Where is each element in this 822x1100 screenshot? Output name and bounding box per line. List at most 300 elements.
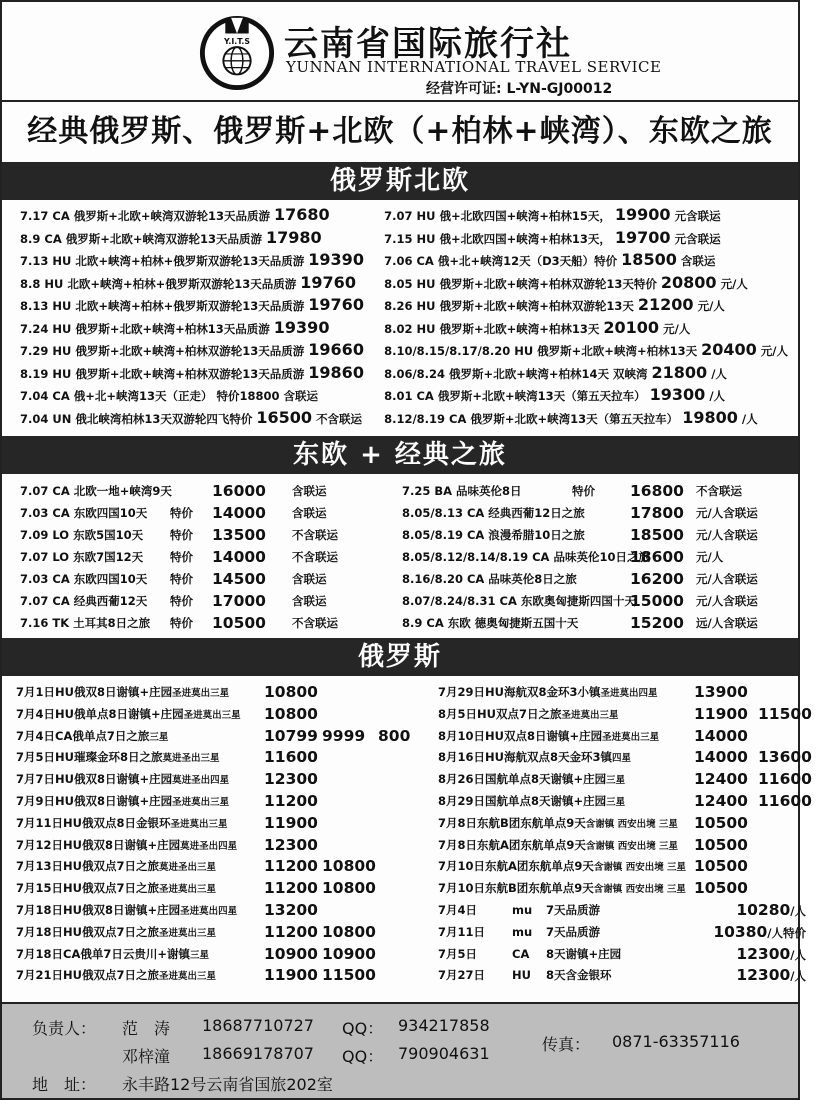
tour-title-cell (16, 922, 264, 945)
tour-hotel: 四星 (611, 753, 631, 765)
price-child: 11600 (758, 770, 812, 789)
tour-row (16, 965, 438, 987)
contact-qq-1[interactable]: 934217858 (398, 1016, 490, 1035)
s2-left-column (20, 480, 402, 638)
tour-row (438, 813, 822, 835)
tour-date: 7月4日 (438, 902, 478, 917)
tour-price: 13500 (212, 526, 266, 544)
s1-left-column (20, 204, 382, 436)
tour-title: 8.05/8.13 CA 经典西葡12日之旅 (402, 506, 585, 520)
tour-row (438, 726, 822, 748)
tour-price: 19800 (682, 407, 738, 427)
section-title-east-europe: 东欧 + 经典之旅 (2, 436, 798, 474)
tour-title: 7.07 LO 东欧7国12天 (20, 550, 144, 564)
tour-row (16, 922, 438, 944)
price-adult: 14000 (694, 726, 748, 745)
tour-row (16, 900, 438, 922)
tour-note: 元含联运 (674, 231, 721, 246)
tour-row (384, 339, 788, 362)
tour-row (16, 791, 438, 813)
tour-row (20, 204, 382, 227)
tour-note: 含联运 (292, 484, 327, 498)
price-child: 11500 (758, 704, 812, 723)
qq-label-1: QQ： (342, 1019, 384, 1038)
tour-hotel: 圣进莫出三星 (561, 709, 619, 721)
price-adult: 10800 (264, 683, 318, 701)
tour-row (438, 835, 822, 857)
section-russia-nordic (2, 200, 798, 436)
price-child (322, 813, 378, 836)
tour-title: 7.03 CA 东欧四国10天 (20, 506, 148, 520)
tour-row (20, 524, 402, 546)
tour-title: 7月15日HU俄双点7日之旅 (16, 881, 159, 896)
tour-hotel: 三星 (606, 775, 626, 787)
price-adult: 10799 (264, 726, 318, 745)
tour-price: 21800 (651, 362, 708, 382)
price-adult: 10800 (264, 704, 318, 723)
tour-price: 18600 (630, 548, 684, 566)
tour-row (16, 682, 438, 704)
price-child (322, 791, 378, 814)
price-extra (378, 791, 438, 814)
tour-row (16, 878, 438, 900)
price-adult: 10900 (264, 944, 318, 963)
tour-title: 7月4日HU俄单点8日谢镇+庄园 (16, 706, 184, 721)
tour-row (20, 407, 382, 430)
tour-title: 7天品质游 (546, 902, 601, 917)
price-adult: 11900 (264, 966, 318, 985)
fax-number[interactable]: 0871-63357116 (612, 1032, 740, 1051)
price-adult: 10500 (694, 857, 748, 876)
price-adult: 11200 (264, 922, 318, 941)
tour-note: 不含联运 (292, 550, 338, 564)
tour-title: 7月29日HU海航双8金环3小镇 (438, 685, 601, 699)
price-child: 11500 (322, 966, 376, 985)
tour-hotel: 含谢镇 西安出境 三星 (585, 840, 679, 852)
tour-title: 7.24 HU 俄罗斯+北欧+峡湾+柏林13天品质游 (20, 321, 270, 336)
tour-special (170, 480, 212, 502)
price-extra (378, 922, 438, 945)
tour-title-cell (16, 726, 264, 749)
s2-right-column (402, 480, 784, 638)
tour-title-cell (438, 813, 694, 836)
tour-title-cell (438, 835, 694, 858)
tour-note: 元/人 (663, 321, 691, 336)
tour-row (402, 502, 784, 524)
tour-title: 7.29 HU 俄罗斯+北欧+峡湾+柏林双游轮13天品质游 (20, 344, 305, 358)
tour-row (438, 791, 822, 813)
tour-hotel: 圣进莫出三星 (172, 688, 230, 699)
tour-price: 15200 (630, 614, 684, 632)
tour-row (20, 362, 382, 385)
tour-title: 7月4日CA俄单点7日之旅 (16, 728, 150, 743)
tour-title: 7月8日东航B团东航单点9天 (438, 815, 586, 830)
tour-title: 7.07 HU 俄+北欧四国+峡湾+柏林15天， (384, 209, 611, 223)
tour-title-cell (16, 900, 264, 923)
price-adult: 11200 (264, 857, 318, 876)
tour-row (384, 407, 788, 430)
tour-price: 19660 (308, 340, 364, 359)
price-child (758, 878, 822, 901)
tour-row (438, 922, 822, 944)
tour-price: 15000 (630, 592, 684, 610)
tour-row (16, 726, 438, 748)
tour-title-cell (16, 747, 264, 770)
tour-special (572, 590, 630, 612)
tour-price: 10280 (736, 900, 791, 919)
tour-row (402, 612, 784, 634)
price-child: 10800 (322, 922, 376, 941)
tour-hotel: 含谢镇 西安出境 三星 (593, 884, 686, 896)
tour-title: 7.17 CA 俄罗斯+北欧+峡湾双游轮13天品质游 (20, 209, 270, 223)
company-name-cn: 云南省国际旅行社 (284, 24, 572, 64)
tour-title-cell (16, 704, 264, 727)
tour-special (572, 524, 630, 546)
contact-phone-1[interactable]: 18687710727 (202, 1016, 314, 1035)
tour-title: 8.9 CA 东欧 德奥匈捷斯五国十天 (402, 616, 579, 630)
tour-row (438, 856, 822, 878)
tour-special (572, 546, 630, 568)
tour-title: 7月18日CA俄单7日云贵川+谢镇 (16, 946, 190, 961)
tour-title: 7月10日东航B团东航单点9天 (438, 881, 594, 896)
tour-title: 8.06/8.24 俄罗斯+北欧+峡湾+柏林14天 双峡湾 (384, 366, 648, 381)
tour-title: 8月5日HU双点7日之旅 (438, 706, 562, 721)
tour-price: 10380 (713, 922, 768, 941)
tour-note: 元/人 (696, 550, 724, 564)
company-logo-icon (198, 14, 276, 92)
tour-title-cell (16, 944, 264, 967)
tour-title-cell (438, 704, 694, 727)
tour-title: 8天含金银环 (546, 968, 612, 983)
price-child (322, 747, 378, 770)
price-extra (378, 769, 438, 792)
tour-row (20, 384, 382, 407)
price-extra (378, 747, 438, 770)
tour-row (438, 900, 822, 922)
tour-row (20, 480, 402, 502)
tour-title: 7.09 LO 东欧5国10天 (20, 528, 144, 542)
tour-price: 19860 (308, 362, 364, 382)
price-adult: 11900 (264, 813, 318, 832)
tour-price: 18500 (630, 526, 684, 544)
tour-price-cell (686, 965, 806, 988)
tour-hotel: 圣进莫出三星 (602, 731, 660, 743)
tour-row (20, 272, 382, 295)
tour-title: 7月8日东航A团东航单点9天 (438, 837, 586, 852)
price-adult: 11600 (264, 748, 318, 767)
price-adult: 13200 (264, 900, 318, 919)
price-child (758, 813, 822, 836)
contact-name-2: 邓梓潼 (122, 1047, 171, 1066)
tour-row (402, 590, 784, 612)
price-child: 11600 (758, 791, 812, 810)
tour-title: 7月21日HU俄双点7日之旅 (16, 968, 159, 983)
tour-note: 元/人含联运 (696, 594, 758, 608)
tour-row (16, 835, 438, 857)
tour-price: 16000 (212, 482, 266, 500)
tour-title-cell (16, 682, 264, 705)
tour-title: 8.13 HU 北欧+峡湾+柏林+俄罗斯双游轮13天品质游 (20, 299, 305, 313)
tour-note: 不含联运 (316, 411, 363, 426)
tour-special: 特价 (170, 550, 193, 564)
tour-price: 19760 (308, 295, 364, 314)
tour-note: /人 (790, 903, 806, 918)
tour-note: 不含联运 (292, 616, 338, 630)
tour-row (402, 568, 784, 590)
price-extra (378, 704, 438, 727)
tour-row (384, 362, 788, 385)
tour-title: 7月18日HU俄双点7日之旅 (16, 924, 159, 939)
tour-note: 元含联运 (674, 209, 721, 223)
tour-price: 16500 (256, 407, 313, 427)
tour-title: 7月1日HU俄双8日谢镇+庄园 (16, 685, 173, 699)
price-adult: 12400 (694, 770, 748, 789)
tour-note: 含联运 (680, 254, 716, 268)
license-number: 经营许可证: L-YN-GJ00012 (426, 81, 613, 97)
tour-row (16, 704, 438, 726)
tour-title-cell (438, 878, 694, 901)
tour-note: 含联运 (292, 506, 327, 520)
tour-price: 21200 (637, 295, 694, 314)
tour-note: 不含联运 (292, 528, 338, 542)
tour-note: /人 (741, 411, 758, 426)
price-adult: 12300 (264, 835, 318, 854)
tour-title: 7.07 CA 经典西葡12天 (20, 594, 148, 608)
tour-price-cell (686, 944, 806, 967)
section-east-europe (2, 474, 798, 638)
price-adult: 13900 (694, 683, 748, 701)
tour-hotel: 莫进圣出四星 (172, 775, 230, 787)
tour-title: 8.02 HU 俄罗斯+北欧+峡湾+柏林13天 (384, 321, 600, 336)
price-child (322, 769, 378, 792)
price-extra (378, 944, 438, 967)
tour-price: 17800 (630, 504, 684, 522)
price-extra (378, 965, 438, 988)
tour-title: 7.25 BA 品味英伦8日 (402, 484, 522, 498)
tour-row (384, 272, 788, 295)
tour-special: 特价 (170, 572, 193, 586)
tour-price: 17000 (212, 592, 266, 610)
tour-special: 特价 (170, 506, 193, 520)
s3-left-column (16, 682, 438, 994)
logo-text: Y.I.T.S (224, 37, 250, 47)
tour-title: 8.05 HU 俄罗斯+北欧+峡湾+柏林双游轮13天特价 (384, 276, 657, 291)
tour-note: /人 (790, 969, 806, 984)
tour-hotel: 三星 (606, 796, 626, 808)
tour-title: 7月7日HU俄双8日谢镇+庄园 (16, 772, 173, 787)
tour-title: 8.16/8.20 CA 品味英伦8日之旅 (402, 572, 577, 586)
tour-date: 7月27日 (438, 968, 486, 983)
tour-price: 18500 (621, 250, 677, 269)
price-extra: 800 (378, 726, 411, 745)
tour-carrier: CA (512, 946, 530, 961)
tour-price: 17680 (274, 205, 330, 224)
tour-title: 7月13日HU俄双点7日之旅 (16, 859, 159, 874)
s3-right-column (438, 682, 822, 994)
tour-title: 8.05/8.19 CA 浪漫希腊10日之旅 (402, 528, 585, 542)
tour-title: 8.26 HU 俄罗斯+北欧+峡湾+柏林双游轮13天 (384, 299, 634, 313)
price-child (322, 704, 378, 727)
tour-title-cell (16, 835, 264, 858)
tour-row (20, 502, 402, 524)
tour-title: 7.04 UN 俄北峡湾柏林13天双游轮四飞特价 (20, 411, 253, 426)
price-child (322, 682, 378, 705)
tour-price: 19900 (614, 205, 671, 224)
tour-special (572, 502, 630, 524)
tour-row (16, 856, 438, 878)
tour-row (384, 249, 788, 272)
tour-title-cell (16, 856, 264, 879)
tour-hotel: 圣进莫出三星 (170, 818, 228, 830)
price-extra (378, 835, 438, 858)
tour-title: 7.15 HU 俄+北欧四国+峡湾+柏林13天， (384, 231, 611, 246)
tour-carrier: mu (512, 902, 533, 917)
tour-title-cell (16, 965, 264, 988)
tour-note: /人特价 (767, 925, 806, 940)
main-title: 经典俄罗斯、俄罗斯+北欧（+柏林+峡湾）、东欧之旅 (27, 114, 773, 149)
tour-special: 特价 (572, 484, 595, 498)
tour-title: 7.13 HU 北欧+峡湾+柏林+俄罗斯双游轮13天品质游 (20, 254, 305, 268)
tour-hotel: 圣进莫出四星 (600, 688, 658, 699)
tour-row (20, 612, 402, 634)
company-name-en: YUNNAN INTERNATIONAL TRAVEL SERVICE (286, 58, 662, 76)
tour-title: 7月12日HU俄双8日谢镇+庄园 (16, 837, 181, 852)
tour-hotel: 莫进圣出三星 (158, 862, 216, 874)
tour-special (572, 568, 630, 590)
tour-title: 7月11日HU俄双点8日金银环 (16, 815, 171, 830)
section-title-russia: 俄罗斯 (2, 638, 798, 676)
fax-label: 传真： (542, 1035, 591, 1054)
tour-row (402, 524, 784, 546)
tour-title-cell (438, 747, 694, 770)
price-adult: 10500 (694, 835, 748, 854)
price-adult: 12300 (264, 770, 318, 789)
tour-price: 16200 (630, 570, 684, 588)
tour-hotel: 莫进圣出四星 (180, 840, 238, 852)
tour-title: 7.06 CA 俄+北+峡湾12天（D3天船）特价 (384, 254, 618, 268)
price-extra (378, 856, 438, 879)
tour-carrier: mu (512, 924, 533, 939)
tour-price-cell (686, 900, 806, 923)
tour-price: 14500 (212, 570, 266, 588)
tour-carrier: HU (512, 968, 531, 983)
tour-title-cell (438, 769, 694, 792)
address-label: 地 址： (32, 1075, 97, 1094)
price-adult: 10500 (694, 879, 748, 898)
price-adult: 11200 (264, 791, 318, 810)
tour-title: 8.10/8.15/8.17/8.20 HU 俄罗斯+北欧+峡湾+柏林13天 (384, 344, 698, 358)
price-adult: 14000 (694, 748, 748, 767)
tour-row (384, 317, 788, 340)
price-child (758, 682, 822, 705)
price-child: 10900 (322, 944, 376, 963)
tour-title: 7天品质游 (546, 924, 601, 939)
tour-hotel: 圣进莫出三星 (183, 709, 241, 721)
tour-row (20, 317, 382, 340)
contact-label: 负责人： (32, 1019, 97, 1038)
tour-price-cell (686, 922, 806, 945)
tour-hotel: 含谢镇 西安出境 三星 (593, 862, 687, 874)
tour-title: 8月16日HU海航双点8天金环3镇 (438, 750, 612, 765)
tour-row (438, 682, 822, 704)
tour-hotel: 圣进莫出三星 (158, 971, 216, 983)
tour-price: 12300 (736, 966, 791, 985)
tour-title: 7月5日HU璀璨金环8日之旅 (16, 750, 163, 765)
tour-price: 20100 (603, 317, 660, 337)
tour-special: 特价 (170, 594, 193, 608)
price-extra (378, 813, 438, 836)
tour-title: 8月10日HU双点8日谢镇+庄园 (438, 728, 603, 743)
tour-row (16, 769, 438, 791)
tour-title: 7.07 CA 北欧一地+峡湾9天 (20, 484, 172, 498)
tour-title: 8天谢镇+庄园 (546, 946, 622, 961)
tour-row (20, 546, 402, 568)
tour-row (20, 227, 382, 250)
price-adult: 11900 (694, 704, 748, 723)
tour-row (438, 944, 822, 966)
tour-note: 远/人含联运 (696, 616, 758, 630)
tour-row (402, 480, 784, 502)
tour-row (438, 878, 822, 900)
tour-title-cell (16, 878, 264, 901)
tour-note: 元/人含联运 (696, 528, 758, 542)
tour-row (16, 747, 438, 769)
tour-note: 元/人 (697, 299, 725, 313)
tour-hotel: 三星 (149, 731, 169, 743)
address-text: 永丰路12号云南省国旅202室 (122, 1075, 333, 1094)
tour-price: 19390 (273, 317, 330, 337)
tour-price: 12300 (736, 944, 791, 963)
tour-row (384, 384, 788, 407)
tour-title-cell (16, 791, 264, 814)
tour-title: 8.9 CA 俄罗斯+北欧+峡湾双游轮13天品质游 (20, 231, 262, 246)
contact-phone-2[interactable]: 18669178707 (202, 1044, 314, 1063)
tour-row (402, 546, 784, 568)
tour-special: 特价 (170, 616, 193, 630)
tour-hotel: 含谢镇 西安出境 三星 (585, 818, 678, 830)
tour-note: /人 (711, 366, 727, 381)
price-child (758, 835, 822, 858)
tour-row (16, 944, 438, 966)
price-child: 10800 (322, 879, 376, 898)
section-russia (2, 676, 812, 994)
tour-note: 元/人 (720, 276, 748, 291)
tour-title: 8.12/8.19 CA 俄罗斯+北欧+峡湾13天（第五天拉车） (384, 411, 679, 426)
price-child: 13600 (758, 748, 812, 767)
tour-title: 8月29日国航单点8天谢镇+庄园 (438, 793, 607, 808)
price-adult: 12400 (694, 791, 748, 810)
tour-hotel: 莫进圣出三星 (162, 753, 220, 765)
tour-row (384, 227, 788, 250)
tour-note: 元/人含联运 (696, 506, 758, 520)
tour-price: 19700 (614, 227, 671, 247)
tour-hotel: 三星 (189, 949, 209, 961)
tour-price: 16800 (630, 482, 684, 500)
contact-qq-2[interactable]: 790904631 (398, 1044, 490, 1063)
contact-footer (2, 1002, 798, 1098)
tour-hotel: 圣进莫出三星 (172, 796, 230, 808)
tour-title-cell (438, 856, 694, 879)
tour-title: 8.07/8.24/8.31 CA 东欧奥匈捷斯四国十天 (402, 594, 636, 608)
tour-price: 10500 (212, 614, 266, 632)
tour-title-cell (16, 813, 264, 836)
tour-note: 元/人含联运 (696, 572, 758, 586)
tour-hotel: 圣进莫出三星 (158, 927, 216, 939)
tour-row (384, 294, 788, 317)
tour-hotel: 圣进莫出四星 (180, 905, 238, 917)
tour-price: 19760 (300, 272, 356, 292)
contact-name-1: 范 涛 (122, 1019, 171, 1038)
